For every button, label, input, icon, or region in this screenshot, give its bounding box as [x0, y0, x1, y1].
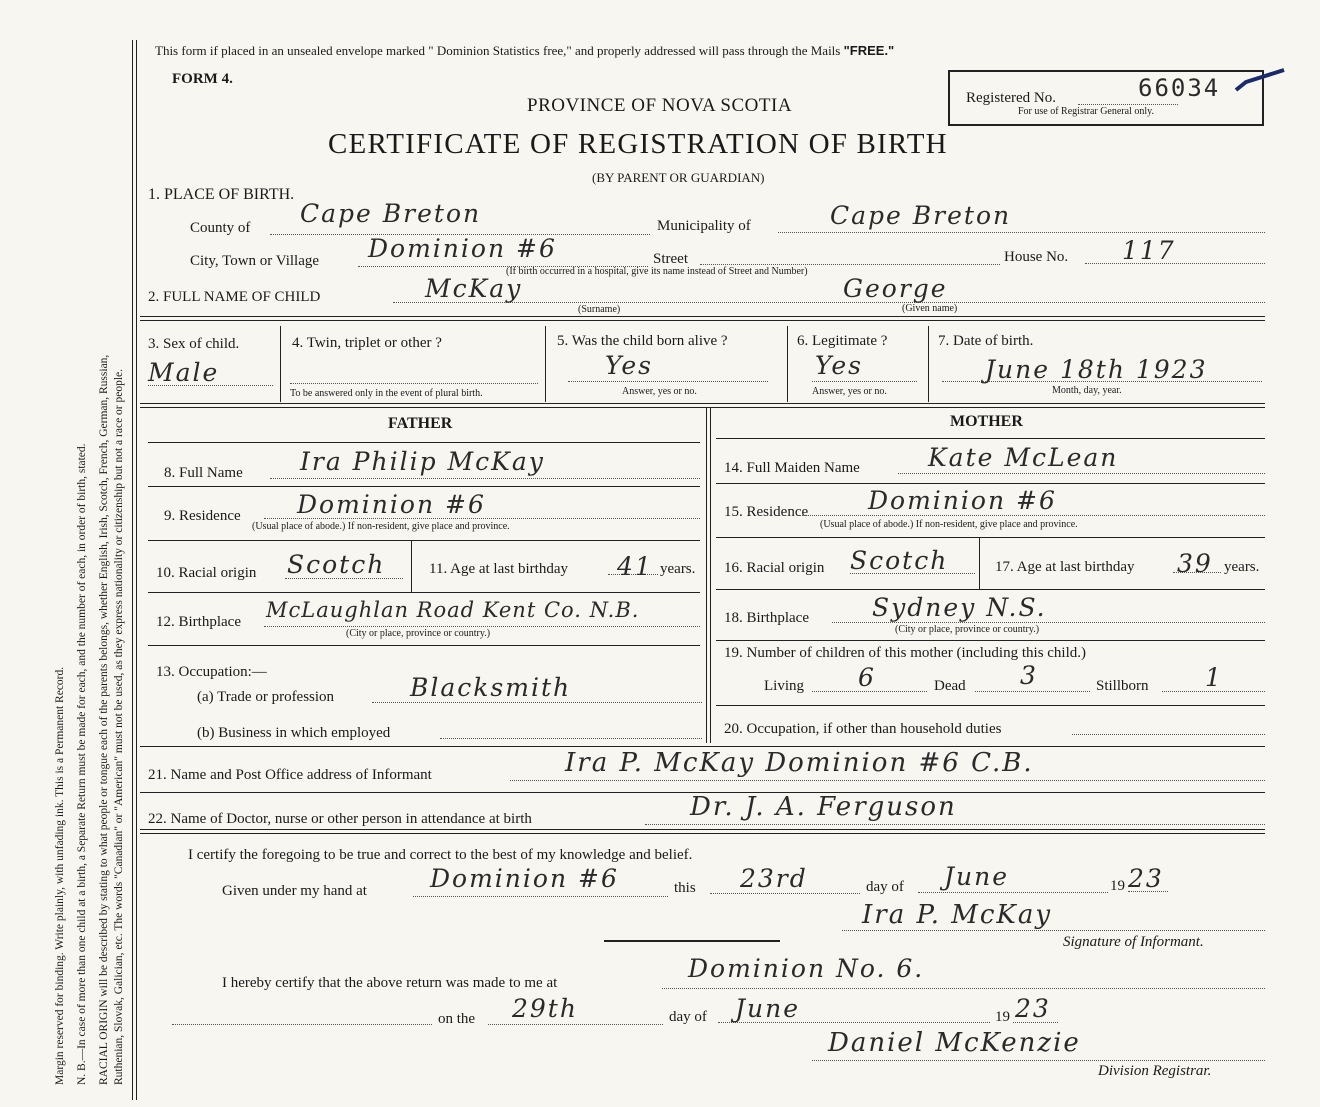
city-value: Dominion #6: [368, 234, 557, 263]
informant-signature: Ira P. McKay: [862, 900, 1053, 930]
street-label: Street: [653, 251, 688, 267]
this-label: this: [674, 880, 696, 896]
registrar-on-label: on the: [438, 1011, 476, 1027]
registrar-year-prefix: 19: [995, 1009, 1010, 1025]
certify-year-prefix: 19: [1110, 878, 1125, 894]
born-alive-label: 5. Was the child born alive ?: [557, 333, 728, 349]
father-racial-origin-label: 10. Racial origin: [156, 565, 257, 581]
doctor-label: 22. Name of Doctor, nurse or other person in attendance at birth: [148, 811, 532, 827]
twin-label: 4. Twin, triplet or other ?: [292, 335, 442, 351]
surname-caption: (Surname): [578, 304, 621, 315]
father-residence-label: 9. Residence: [164, 508, 241, 524]
legitimate-value: Yes: [815, 351, 863, 380]
father-residence-value: Dominion #6: [297, 490, 486, 519]
born-alive-value: Yes: [605, 351, 653, 380]
father-age-value: 41: [617, 552, 653, 581]
child-given-name-value: George: [843, 274, 948, 303]
margin-note-3: RACIAL ORIGIN will be described by stating to what people or tongue each of the parents belongs, whether English, Irish, Scotch, French, German, Russian,: [98, 354, 110, 1085]
house-number-label: House No.: [1004, 249, 1069, 265]
registrar-signature: Daniel McKenzie: [828, 1028, 1081, 1058]
municipality-value: Cape Breton: [830, 201, 1012, 230]
registered-number-note: For use of Registrar General only.: [1018, 106, 1154, 117]
certify-statement: I certify the foregoing to be true and correct to the best of my knowledge and belief.: [188, 847, 693, 863]
form-number: FORM 4.: [172, 71, 233, 87]
mother-age-label: 17. Age at last birthday: [995, 559, 1135, 575]
sex-label: 3. Sex of child.: [148, 336, 240, 352]
twin-caption: To be answered only in the event of plural birth.: [290, 388, 483, 399]
informant-value: Ira P. McKay Dominion #6 C.B.: [565, 748, 1034, 778]
registrar-month-value: June: [735, 994, 801, 1023]
mother-racial-origin-label: 16. Racial origin: [724, 560, 825, 576]
registered-number-label: Registered No.: [966, 90, 1056, 106]
margin-note-1: Margin reserved for binding. Write plainly, with unfading ink. This is a Permanent Record.: [54, 666, 66, 1085]
registrar-year-value: 23: [1015, 994, 1051, 1023]
informant-signature-caption: Signature of Informant.: [1063, 934, 1204, 950]
father-birthplace-caption: (City or place, province or country.): [346, 628, 491, 639]
father-name-label: 8. Full Name: [164, 465, 243, 481]
postal-note: This form if placed in an unsealed envelope marked " Dominion Statistics free," and properly addressed will pass through the Mails "FREE.": [155, 43, 895, 58]
dead-value: 3: [1020, 661, 1038, 690]
father-birthplace-value: McLaughlan Road Kent Co. N.B.: [266, 598, 640, 622]
margin-note-2: N. B.—In case of more than one child at a birth, a Separate Return must be made for each, and the number of each, in order of birth, stated.: [76, 443, 88, 1085]
child-surname-value: McKay: [425, 274, 523, 303]
informant-label: 21. Name and Post Office address of Informant: [148, 767, 432, 783]
sex-value: Male: [148, 358, 220, 387]
registered-number-value: 66034: [1138, 74, 1221, 102]
father-name-value: Ira Philip McKay: [300, 447, 545, 476]
registrar-statement: I hereby certify that the above return was made to me at: [222, 975, 558, 991]
doctor-value: Dr. J. A. Ferguson: [690, 792, 957, 822]
given-name-caption: (Given name): [902, 303, 958, 314]
mother-name-label: 14. Full Maiden Name: [724, 460, 860, 476]
page-subtitle: (BY PARENT OR GUARDIAN): [592, 170, 765, 185]
check-mark-icon: [1232, 66, 1288, 96]
father-residence-caption: (Usual place of abode.) If non-resident, give place and province.: [252, 521, 510, 532]
given-place-value: Dominion #6: [430, 864, 619, 893]
father-birthplace-label: 12. Birthplace: [156, 614, 241, 630]
legitimate-label: 6. Legitimate ?: [797, 333, 888, 349]
living-value: 6: [858, 663, 876, 692]
house-number-value: 117: [1122, 236, 1176, 265]
mother-residence-value: Dominion #6: [868, 486, 1057, 515]
date-of-birth-caption: Month, day, year.: [1052, 385, 1122, 396]
date-of-birth-value: June 18th 1923: [985, 355, 1208, 384]
father-racial-origin-value: Scotch: [287, 550, 386, 579]
registrar-day-value: 29th: [512, 994, 578, 1023]
children-count-label: 19. Number of children of this mother (including this child.): [724, 645, 1087, 661]
mother-residence-label: 15. Residence: [724, 504, 809, 520]
father-heading: FATHER: [388, 415, 453, 432]
city-label: City, Town or Village: [190, 253, 320, 269]
mother-birthplace-label: 18. Birthplace: [724, 610, 809, 626]
legitimate-caption: Answer, yes or no.: [812, 386, 887, 397]
father-occupation-label: 13. Occupation:—: [156, 664, 267, 680]
certify-dayof-label: day of: [866, 879, 904, 895]
margin-rule: [132, 40, 137, 1100]
mother-heading: MOTHER: [950, 413, 1023, 430]
born-alive-caption: Answer, yes or no.: [622, 386, 697, 397]
mother-residence-caption: (Usual place of abode.) If non-resident, give place and province.: [820, 519, 1078, 530]
mother-occupation-label: 20. Occupation, if other than household duties: [724, 721, 1002, 737]
county-label: County of: [190, 220, 251, 236]
page-title: CERTIFICATE OF REGISTRATION OF BIRTH: [328, 128, 948, 160]
registrar-dayof-label: day of: [669, 1009, 707, 1025]
given-under-label: Given under my hand at: [222, 883, 367, 899]
child-name-label: 2. FULL NAME OF CHILD: [148, 289, 321, 305]
stillborn-label: Stillborn: [1096, 678, 1149, 694]
date-of-birth-label: 7. Date of birth.: [938, 333, 1034, 349]
father-age-label: 11. Age at last birthday: [429, 561, 568, 577]
province-heading: PROVINCE OF NOVA SCOTIA: [527, 95, 793, 116]
father-age-unit: years.: [660, 561, 696, 577]
registrar-place-value: Dominion No. 6.: [688, 954, 925, 983]
dead-label: Dead: [934, 678, 966, 694]
trade-value: Blacksmith: [410, 673, 572, 702]
county-value: Cape Breton: [300, 199, 482, 228]
hospital-note: (If birth occurred in a hospital, give its name instead of Street and Number): [506, 266, 808, 277]
municipality-label: Municipality of: [657, 218, 751, 234]
stillborn-value: 1: [1205, 663, 1223, 692]
living-label: Living: [764, 678, 804, 694]
certify-year-value: 23: [1128, 864, 1164, 893]
mother-name-value: Kate McLean: [928, 443, 1119, 472]
place-of-birth-heading: 1. PLACE OF BIRTH.: [148, 186, 295, 203]
business-label: (b) Business in which employed: [197, 725, 391, 741]
margin-note-4: Ruthenian, Slovak, Galician, etc. The words "Canadian" or "American" must not be used, as they express nationality or citizenship but not a race or people.: [113, 368, 125, 1085]
mother-age-value: 39: [1177, 549, 1213, 578]
binding-margin: [0, 0, 140, 1107]
registrar-caption: Division Registrar.: [1098, 1063, 1212, 1079]
mother-racial-origin-value: Scotch: [850, 546, 949, 575]
certify-day-value: 23rd: [740, 864, 808, 893]
certify-month-value: June: [944, 862, 1010, 891]
mother-birthplace-value: Sydney N.S.: [872, 593, 1047, 622]
trade-label: (a) Trade or profession: [197, 689, 335, 705]
mother-birthplace-caption: (City or place, province or country.): [895, 624, 1040, 635]
separator-rule: [604, 940, 780, 942]
mother-age-unit: years.: [1224, 559, 1260, 575]
